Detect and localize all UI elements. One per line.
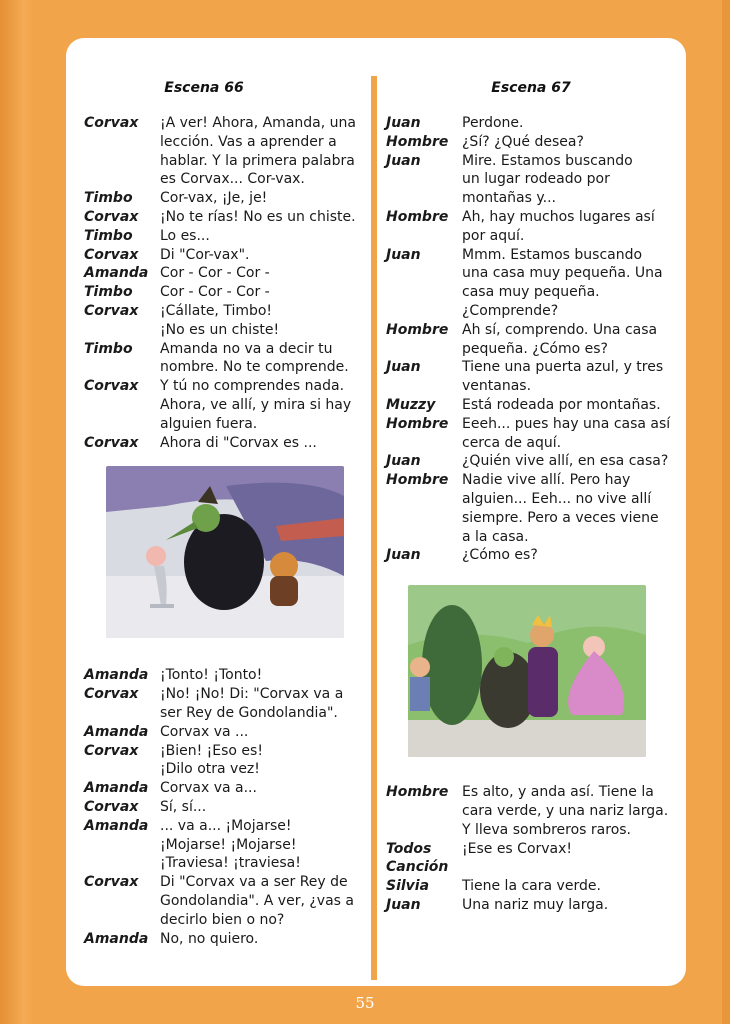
dialogue-text: ... va a... ¡Mojarse! <box>160 817 292 834</box>
dialogue-text: Di "Cor-vax". <box>160 246 250 263</box>
speaker-spacer <box>386 189 462 208</box>
speaker-name: Todos <box>386 840 432 857</box>
dialogue-line <box>386 396 676 415</box>
speaker-name: Corvax <box>84 874 139 891</box>
speaker-name: Amanda <box>84 667 149 684</box>
dialogue-text: Y lleva sombreros raros. <box>462 821 632 838</box>
scene-67-illustration <box>408 585 646 757</box>
dialogue-text: Perdone. <box>462 115 524 131</box>
dialogue-line <box>386 152 676 171</box>
dialogue-text: cara verde, y una nariz larga. <box>462 802 669 819</box>
speaker-spacer <box>386 227 462 246</box>
dialogue-text: ¿Comprende? <box>462 302 559 319</box>
dialogue-text: Ahora, ve allí, y mira si hay <box>160 396 352 413</box>
dialogue-text: por aquí. <box>462 227 525 244</box>
speaker-name: Corvax <box>84 208 139 225</box>
dialogue-line <box>386 340 676 359</box>
speaker-name: Corvax <box>84 246 139 263</box>
dialogue-line <box>84 189 362 208</box>
dialogue-line <box>386 452 676 471</box>
speaker-name: Timbo <box>84 190 133 207</box>
dialogue-line <box>84 114 362 133</box>
dialogue-text: Cor - Cor - Cor - <box>160 284 270 301</box>
dialogue-line <box>386 358 676 377</box>
dialogue-text: ¡No te rías! No es un chiste. <box>160 208 356 225</box>
speaker-name: Timbo <box>84 227 133 244</box>
dialogue-line <box>84 264 362 283</box>
speaker-name: Hombre <box>386 133 449 150</box>
speaker-name: Juan <box>386 896 421 913</box>
dialogue-text: siempre. Pero a veces viene <box>462 509 659 526</box>
dialogue-text: a la casa. <box>462 528 529 545</box>
speaker-name: Amanda <box>84 265 149 282</box>
speaker-spacer <box>84 133 160 152</box>
speaker-name: Hombre <box>386 415 449 432</box>
dialogue-line <box>386 840 676 859</box>
dialogue-line <box>84 227 362 246</box>
dialogue-text: Está rodeada por montañas. <box>462 396 661 413</box>
dialogue-text: Ah, hay muchos lugares así <box>462 208 655 225</box>
speaker-spacer <box>386 434 462 453</box>
dialogue-line <box>84 873 362 892</box>
dialogue-line <box>386 490 676 509</box>
speaker-spacer <box>84 854 160 873</box>
dialogue-line <box>84 283 362 302</box>
dialogue-text: ¿Quién vive allí, en esa casa? <box>462 453 669 470</box>
dialogue-text: Eeeh... pues hay una casa así <box>462 415 671 432</box>
speaker-spacer <box>386 170 462 189</box>
speaker-spacer <box>386 802 462 821</box>
speaker-name: Juan <box>386 152 421 169</box>
dialogue-line <box>386 170 676 189</box>
dialogue-text <box>462 858 676 877</box>
dialogue-line <box>386 821 676 840</box>
dialogue-line <box>84 723 362 742</box>
dialogue-line <box>386 246 676 265</box>
speaker-name: Juan <box>386 115 421 131</box>
dialogue-line <box>84 170 362 189</box>
dialogue-text: un lugar rodeado por <box>462 171 610 188</box>
dialogue-line <box>84 302 362 321</box>
dialogue-line <box>84 208 362 227</box>
dialogue-line <box>84 760 362 779</box>
corvax-group-image <box>408 585 646 757</box>
dialogue-text: una casa muy pequeña. Una <box>462 265 663 282</box>
speaker-name: Juan <box>386 547 421 564</box>
dialogue-text: ¡Traviesa! ¡traviesa! <box>160 855 301 872</box>
dialogue-line <box>386 528 676 547</box>
dialogue-line <box>84 798 362 817</box>
scene-67-dialogue-part-2 <box>386 783 676 915</box>
dialogue-text: alguien... Eeh... no vive allí <box>462 490 652 507</box>
dialogue-line <box>84 377 362 396</box>
speaker-name: Hombre <box>386 321 449 338</box>
dialogue-line <box>84 779 362 798</box>
dialogue-text: ¿Sí? ¿Qué desea? <box>462 133 584 150</box>
speaker-spacer <box>84 170 160 189</box>
dialogue-line <box>84 704 362 723</box>
dialogue-text: hablar. Y la primera palabra <box>160 152 355 169</box>
dialogue-text: ¡Bien! ¡Eso es! <box>160 742 263 759</box>
speaker-spacer <box>84 892 160 911</box>
speaker-spacer <box>84 152 160 171</box>
dialogue-text: ¡Cállate, Timbo! <box>160 302 273 319</box>
dialogue-line <box>84 152 362 171</box>
dialogue-text: nombre. No te comprende. <box>160 359 349 376</box>
speaker-spacer <box>84 911 160 930</box>
dialogue-text: No, no quiero. <box>160 930 259 947</box>
corvax-timbo-amanda-image <box>106 466 344 638</box>
speaker-name: Hombre <box>386 784 449 801</box>
speaker-spacer <box>386 821 462 840</box>
speaker-name: Hombre <box>386 472 449 489</box>
dialogue-text: pequeña. ¿Cómo es? <box>462 340 608 357</box>
dialogue-line <box>84 854 362 873</box>
dialogue-text: Sí, sí... <box>160 798 207 815</box>
dialogue-line <box>386 189 676 208</box>
dialogue-text: Corvax va a... <box>160 780 257 797</box>
scene-67-column <box>386 78 676 915</box>
dialogue-text: ¡No! ¡No! Di: "Corvax va a <box>160 686 344 703</box>
dialogue-line <box>84 666 362 685</box>
dialogue-text: Nadie vive allí. Pero hay <box>462 472 631 489</box>
dialogue-line <box>386 802 676 821</box>
dialogue-line <box>84 133 362 152</box>
scene-66-dialogue-part-2 <box>84 666 362 948</box>
dialogue-text: Gondolandia". A ver, ¿vas a <box>160 892 354 909</box>
dialogue-text: ¡A ver! Ahora, Amanda, una <box>160 115 356 131</box>
speaker-spacer <box>84 836 160 855</box>
speaker-name: Corvax <box>84 115 139 131</box>
dialogue-line <box>84 415 362 434</box>
scene-67-title: Escena 67 <box>491 80 571 96</box>
dialogue-line <box>386 133 676 152</box>
speaker-spacer <box>84 760 160 779</box>
speaker-name: Silvia <box>386 878 430 895</box>
dialogue-text: Cor-vax, ¡Je, je! <box>160 190 268 207</box>
speaker-name: Corvax <box>84 302 139 319</box>
dialogue-text: Una nariz muy larga. <box>462 896 609 913</box>
book-binding <box>0 0 34 1024</box>
speaker-name: Canción <box>386 859 449 876</box>
dialogue-text: es Corvax... Cor-vax. <box>160 171 305 188</box>
dialogue-line <box>84 340 362 359</box>
dialogue-text: Ah sí, comprendo. Una casa <box>462 321 658 338</box>
speaker-spacer <box>386 528 462 547</box>
speaker-spacer <box>84 321 160 340</box>
speaker-name: Juan <box>386 246 421 263</box>
dialogue-text: Tiene la cara verde. <box>462 878 601 895</box>
scene-66-illustration <box>106 466 344 638</box>
dialogue-line <box>84 358 362 377</box>
speaker-spacer <box>84 358 160 377</box>
speaker-name: Muzzy <box>386 396 436 413</box>
speaker-name: Corvax <box>84 434 139 451</box>
dialogue-text: alguien fuera. <box>160 415 258 432</box>
speaker-name: Amanda <box>84 780 149 797</box>
speaker-name: Corvax <box>84 798 139 815</box>
scene-66-title: Escena 66 <box>164 80 244 96</box>
speaker-name: Corvax <box>84 686 139 703</box>
dialogue-text: Corvax va ... <box>160 723 249 740</box>
speaker-spacer <box>386 340 462 359</box>
dialogue-line <box>386 783 676 802</box>
dialogue-text: ventanas. <box>462 378 532 395</box>
dialogue-text: Es alto, y anda así. Tiene la <box>462 784 654 801</box>
dialogue-line <box>386 264 676 283</box>
speaker-name: Timbo <box>84 340 133 357</box>
dialogue-text: ¡No es un chiste! <box>160 321 280 338</box>
dialogue-line <box>386 415 676 434</box>
dialogue-text: Tiene una puerta azul, y tres <box>462 359 664 376</box>
dialogue-line <box>84 892 362 911</box>
dialogue-line <box>84 396 362 415</box>
speaker-name: Timbo <box>84 284 133 301</box>
page-number: 55 <box>355 994 375 1012</box>
dialogue-text: Y tú no comprendes nada. <box>160 378 345 395</box>
dialogue-line <box>386 546 676 565</box>
speaker-spacer <box>386 509 462 528</box>
dialogue-line <box>386 321 676 340</box>
speaker-spacer <box>386 302 462 321</box>
dialogue-line <box>84 434 362 453</box>
dialogue-text: ¡Ese es Corvax! <box>462 840 573 857</box>
dialogue-line <box>386 509 676 528</box>
dialogue-line <box>84 817 362 836</box>
dialogue-text: Lo es... <box>160 227 210 244</box>
dialogue-text: decirlo bien o no? <box>160 911 285 928</box>
scene-66-dialogue-part-1 <box>84 114 362 452</box>
dialogue-line <box>386 377 676 396</box>
dialogue-line <box>386 283 676 302</box>
speaker-name: Amanda <box>84 930 149 947</box>
speaker-name: Juan <box>386 359 421 376</box>
dialogue-line <box>386 434 676 453</box>
dialogue-line <box>84 930 362 949</box>
dialogue-line <box>386 208 676 227</box>
speaker-name: Corvax <box>84 378 139 395</box>
dialogue-text: ¡Dilo otra vez! <box>160 761 260 778</box>
speaker-spacer <box>386 377 462 396</box>
dialogue-line <box>84 836 362 855</box>
dialogue-line <box>386 471 676 490</box>
speaker-spacer <box>386 490 462 509</box>
dialogue-line <box>386 114 676 133</box>
speaker-name: Amanda <box>84 723 149 740</box>
column-divider <box>371 76 377 980</box>
dialogue-text: lección. Vas a aprender a <box>160 133 337 150</box>
speaker-spacer <box>84 704 160 723</box>
speaker-spacer <box>386 283 462 302</box>
scene-67-dialogue-part-1 <box>386 114 676 565</box>
speaker-spacer <box>84 415 160 434</box>
speaker-name: Hombre <box>386 208 449 225</box>
speaker-name: Juan <box>386 453 421 470</box>
dialogue-text: casa muy pequeña. <box>462 284 600 301</box>
dialogue-text: ser Rey de Gondolandia". <box>160 704 338 721</box>
dialogue-text: Cor - Cor - Cor - <box>160 265 270 282</box>
dialogue-text: ¡Mojarse! ¡Mojarse! <box>160 836 297 853</box>
dialogue-text: Ahora di "Corvax es ... <box>160 434 317 451</box>
dialogue-text: ¿Cómo es? <box>462 547 538 564</box>
dialogue-line <box>84 685 362 704</box>
dialogue-line <box>386 877 676 896</box>
dialogue-text: Amanda no va a decir tu <box>160 340 333 357</box>
dialogue-line <box>84 911 362 930</box>
dialogue-line <box>84 742 362 761</box>
dialogue-line <box>386 896 676 915</box>
dialogue-text: cerca de aquí. <box>462 434 562 451</box>
dialogue-text: Mire. Estamos buscando <box>462 152 633 169</box>
dialogue-text: montañas y... <box>462 190 556 207</box>
speaker-spacer <box>386 264 462 283</box>
speaker-name: Corvax <box>84 742 139 759</box>
dialogue-text: Mmm. Estamos buscando <box>462 246 643 263</box>
dialogue-text: ¡Tonto! ¡Tonto! <box>160 667 263 684</box>
dialogue-line <box>386 227 676 246</box>
dialogue-line <box>386 858 676 877</box>
dialogue-line <box>84 246 362 265</box>
dialogue-line <box>386 302 676 321</box>
speaker-name: Amanda <box>84 817 149 834</box>
scene-66-column <box>84 78 362 948</box>
dialogue-line <box>84 321 362 340</box>
page-edge <box>722 0 730 1024</box>
dialogue-text: Di "Corvax va a ser Rey de <box>160 874 348 891</box>
speaker-spacer <box>84 396 160 415</box>
